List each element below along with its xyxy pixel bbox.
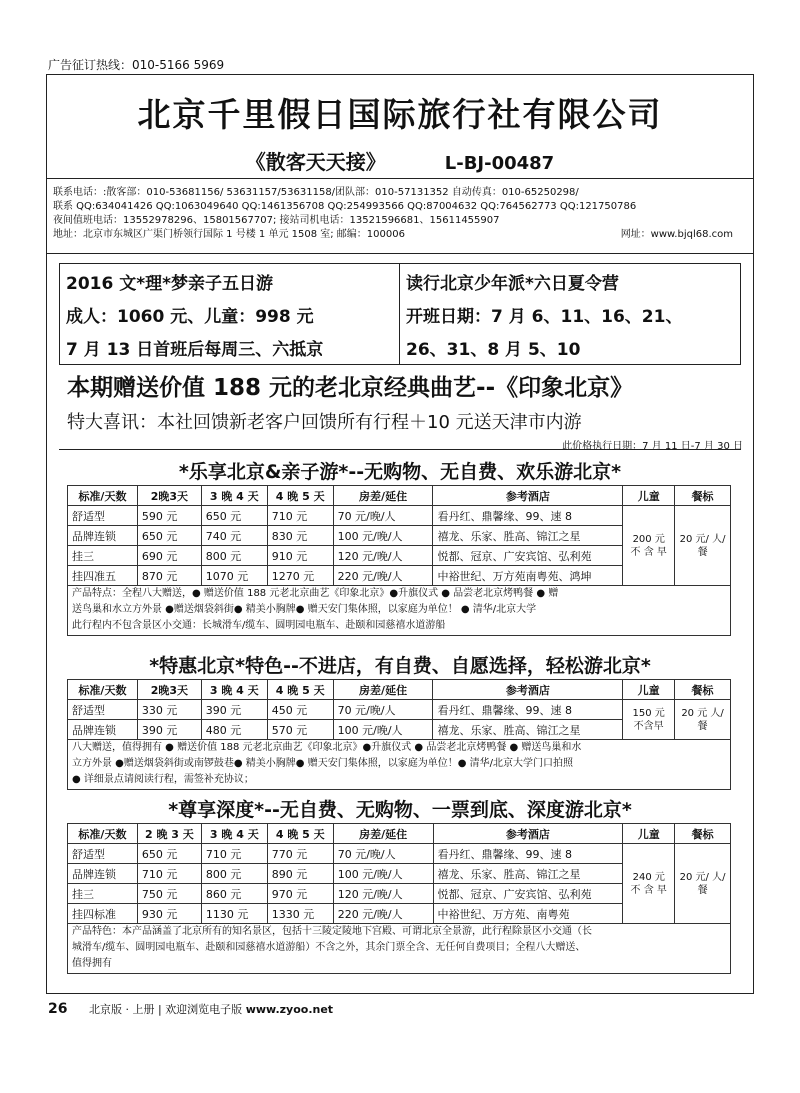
table-row: 舒适型 590 元 650 元 710 元 70 元/晚/人 看丹红、鼎馨缘、99、速 8 200 元 不 含 早 20 元/ 人/餐 — [68, 506, 731, 526]
license-number: L-BJ-00487 — [444, 153, 555, 174]
table-header: 标准/天数 2 晚 3 天 3 晚 4 天 4 晚 5 天 房差/延住 参考酒店 儿童 餐标 — [68, 824, 731, 844]
contact-block — [47, 179, 753, 254]
price-table — [67, 823, 731, 924]
price-table — [67, 485, 731, 586]
page-footer — [48, 1001, 333, 1017]
slogan-line — [47, 146, 753, 175]
contact-phones: 联系电话：:散客部：010-53681156/ 53631157/53631158/团队部：010-57131352 自动传真：010-65250298/ — [53, 187, 579, 198]
meal-standard: 20 元 人/餐 — [675, 700, 731, 740]
footer-divider: | — [157, 1003, 166, 1016]
footer-website-link[interactable]: www.zyoo.net — [245, 1003, 334, 1016]
table-row: 舒适型 330 元 390 元 450 元 70 元/晚/人 看丹红、鼎馨缘、99、速 8 150 元 不含早 20 元 人/餐 — [68, 700, 731, 720]
ad-header — [47, 75, 753, 179]
section-notes: 产品特点：全程八大赠送，● 赠送价值 188 元老北京曲艺《印象北京》●升旗仪式 ● 品尝老北京烤鸭餐 ● 赠 送鸟巢和水立方外景 ●赠送烟袋斜街● 精美小胸牌● 赠天安门集体照，以家庭为单位！ ● 清华/北京大学 此行程内不包含景区小交通：长城滑车/缆车、圆明园电瓶车、赴颐和园慈禧水道游船 — [67, 585, 731, 636]
table-header: 标准/天数 2晚3天 3 晚 4 天 4 晚 5 天 房差/延住 参考酒店 儿童 餐标 — [68, 680, 731, 700]
table-row: 挂四标准 930 元 1130 元 1330 元 220 元/晚/人 中裕世纪、万方苑、南粤苑 — [68, 904, 731, 924]
featured-tours — [59, 263, 741, 365]
table-row: 品牌连锁 650 元 740 元 830 元 100 元/晚/人 禧龙、乐家、胜高、锦江之星 — [68, 526, 731, 546]
price-validity: 此价格执行日期：7 月 11 日-7 月 30 日 — [562, 441, 743, 452]
contact-qq: 联系 QQ:634041426 QQ:1063049640 QQ:1461356708 QQ:254993566 QQ:87004632 QQ:764562773 QQ:121750786 — [53, 201, 637, 212]
section-notes: 八大赠送，值得拥有 ● 赠送价值 188 元老北京曲艺《印象北京》●升旗仪式 ● 品尝老北京烤鸭餐 ● 赠送鸟巢和水 立方外景 ●赠送烟袋斜街或南锣鼓巷● 精美小胸牌● 赠天安门集体照，以家庭为单位！● 清华/北京大学门口拍照 ● 详细景点请阅读行程，需签补充协议； — [67, 739, 731, 790]
contact-night: 夜间值班电话：13552978296、15801567707; 接站司机电话：13521596681、15611455907 — [53, 215, 500, 226]
feature-summer-camp: 读行北京少年派*六日夏令营 开班日期：7 月 6、11、16、21、 26、31、8 月 5、10 — [406, 274, 683, 360]
gift-headline: 本期赠送价值 188 元的老北京经典曲艺--《印象北京》 — [67, 375, 634, 401]
ad-hotline: 广告征订热线：010-5166 5969 — [48, 58, 225, 72]
table-header: 标准/天数 2晚3天 3 晚 4 天 4 晚 5 天 房差/延住 参考酒店 儿童 餐标 — [68, 486, 731, 506]
section-notes: 产品特色：本产品涵盖了北京所有的知名景区，包括十三陵定陵地下宫殿、可谓北京全景游，此行程除景区小交通（长 城滑车/缆车、圆明园电瓶车、赴颐和园慈禧水道游船）不含之外，其余门票全含、无任何自费项目；全程八大赠送、 值得拥有 — [67, 923, 731, 974]
website-link[interactable]: 网址：www.bjql68.com — [620, 229, 733, 240]
child-price: 200 元 不 含 早 — [623, 506, 675, 586]
section-title: *乐享北京&亲子游*--无购物、无自费、欢乐游北京* — [178, 461, 622, 483]
divider — [59, 449, 741, 450]
company-name: 北京千里假日国际旅行社有限公司 — [137, 95, 663, 134]
table-row: 挂四准五 870 元 1070 元 1270 元 220 元/晚/人 中裕世纪、万方苑南粤苑、鸿坤 — [68, 566, 731, 586]
table-row: 舒适型 650 元 710 元 770 元 70 元/晚/人 看丹红、鼎馨缘、99、速 8 240 元 不 含 早 20 元/ 人/餐 — [68, 844, 731, 864]
slogan: 《散客天天接》 — [245, 150, 386, 174]
child-price: 240 元 不 含 早 — [623, 844, 675, 924]
table-row: 挂三 750 元 860 元 970 元 120 元/晚/人 悦都、冠京、广安宾馆、弘利苑 — [68, 884, 731, 904]
feature-parent-child: 2016 文*理*梦亲子五日游 成人：1060 元、儿童：998 元 7 月 13 日首班后每周三、六抵京 — [60, 264, 400, 364]
child-price: 150 元 不含早 — [623, 700, 675, 740]
invite-text: 欢迎浏览电子版 — [165, 1003, 243, 1016]
meal-standard: 20 元/ 人/餐 — [675, 844, 731, 924]
table-row: 挂三 690 元 800 元 910 元 120 元/晚/人 悦都、冠京、广安宾馆、弘利苑 — [68, 546, 731, 566]
edition-label: 北京版 · 上册 — [88, 1003, 155, 1016]
promo-text: 特大喜讯：本社回馈新老客户回馈所有行程＋10 元送天津市内游 — [67, 412, 582, 433]
contact-address: 地址：北京市东城区广渠门桥领行国际 1 号楼 1 单元 1508 室; 邮编：100006 网址：www.bjql68.com — [53, 229, 733, 240]
price-table — [67, 679, 731, 740]
table-row: 品牌连锁 710 元 800 元 890 元 100 元/晚/人 禧龙、乐家、胜高、锦江之星 — [68, 864, 731, 884]
meal-standard: 20 元/ 人/餐 — [675, 506, 731, 586]
table-row: 品牌连锁 390 元 480 元 570 元 100 元/晚/人 禧龙、乐家、胜高、锦江之星 — [68, 720, 731, 740]
ad-frame — [46, 74, 754, 994]
section-title: *尊享深度*--无自费、无购物、一票到底、深度游北京* — [168, 799, 632, 821]
section-title: *特惠北京*特色--不进店，有自费、自愿选择，轻松游北京* — [149, 655, 651, 677]
page-number: 26 — [48, 1001, 68, 1017]
